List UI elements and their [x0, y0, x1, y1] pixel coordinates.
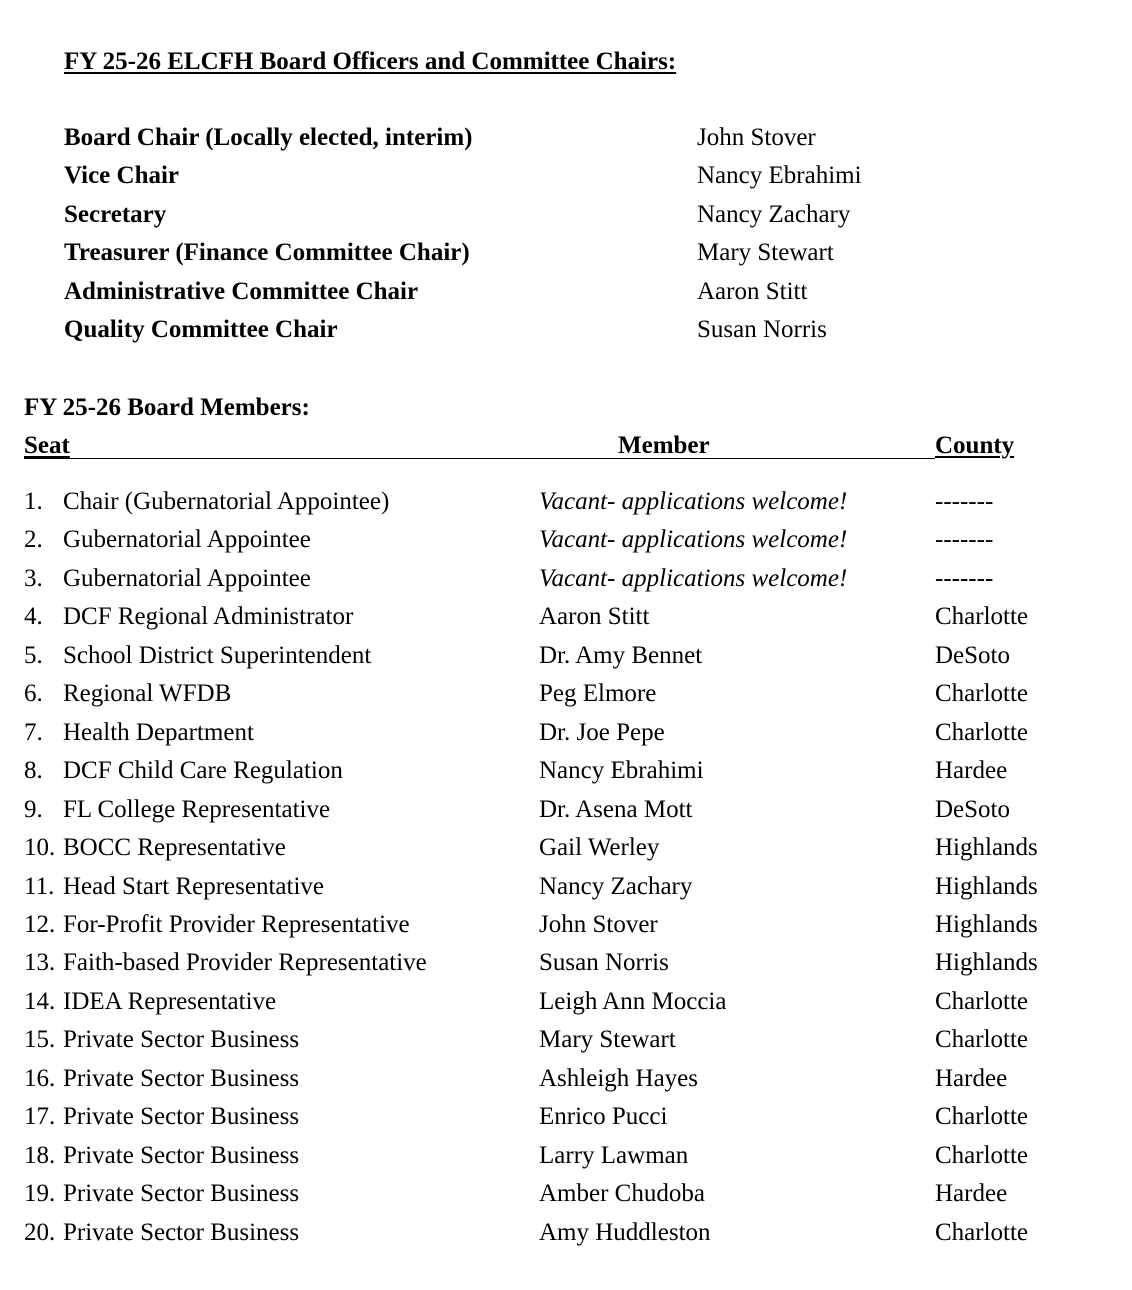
seat-name: Private Sector Business — [63, 1065, 300, 1092]
officers-title: FY 25-26 ELCFH Board Officers and Committee Chairs: — [64, 48, 677, 75]
member-county: DeSoto — [935, 796, 1010, 823]
member-county: Charlotte — [935, 1103, 1029, 1130]
seat-number: 1. — [24, 488, 43, 515]
seat-number: 6. — [24, 680, 43, 707]
member-county: ------- — [935, 565, 994, 592]
member-county: Charlotte — [935, 680, 1029, 707]
member-name: Vacant- applications welcome! — [539, 565, 848, 592]
seat-name: Gubernatorial Appointee — [63, 526, 311, 553]
member-county: Charlotte — [935, 1026, 1029, 1053]
member-name: Peg Elmore — [539, 680, 657, 707]
seat-name: Health Department — [63, 719, 254, 746]
officer-name: Nancy Ebrahimi — [697, 162, 862, 189]
member-name: Aaron Stitt — [539, 603, 650, 630]
seat-number: 9. — [24, 796, 43, 823]
seat-name: School District Superintendent — [63, 642, 372, 669]
officer-role: Treasurer (Finance Committee Chair) — [64, 239, 470, 266]
seat-number: 3. — [24, 565, 43, 592]
seat-number: 8. — [24, 757, 43, 784]
officer-role: Board Chair (Locally elected, interim) — [64, 124, 473, 151]
officer-role: Vice Chair — [64, 162, 180, 189]
member-county: Charlotte — [935, 988, 1029, 1015]
seat-name: Private Sector Business — [63, 1180, 300, 1207]
member-county: Charlotte — [935, 603, 1029, 630]
seat-name: Private Sector Business — [63, 1103, 300, 1130]
officer-name: Aaron Stitt — [697, 278, 808, 305]
officer-name: Mary Stewart — [697, 239, 834, 266]
seat-name: DCF Child Care Regulation — [63, 757, 343, 784]
seat-number: 7. — [24, 719, 43, 746]
member-county: Charlotte — [935, 1219, 1029, 1246]
officer-name: John Stover — [697, 124, 816, 151]
officer-role: Secretary — [64, 201, 167, 228]
member-name: Susan Norris — [539, 949, 669, 976]
seat-number: 4. — [24, 603, 43, 630]
member-name: Larry Lawman — [539, 1142, 689, 1169]
member-name: Amy Huddleston — [539, 1219, 711, 1246]
member-name: Ashleigh Hayes — [539, 1065, 698, 1092]
header-rule — [24, 458, 935, 459]
county-column-header: County — [935, 432, 1015, 459]
seat-number: 5. — [24, 642, 43, 669]
seat-number: 15. — [24, 1026, 56, 1053]
seat-name: FL College Representative — [63, 796, 331, 823]
member-county: Hardee — [935, 1180, 1008, 1207]
member-county: Hardee — [935, 757, 1008, 784]
seat-number: 16. — [24, 1065, 56, 1092]
member-county: Hardee — [935, 1065, 1008, 1092]
member-county: Charlotte — [935, 719, 1029, 746]
seat-name: Chair (Gubernatorial Appointee) — [63, 488, 390, 515]
member-name: Dr. Amy Bennet — [539, 642, 703, 669]
member-county: Charlotte — [935, 1142, 1029, 1169]
seat-number: 12. — [24, 911, 56, 938]
seat-number: 13. — [24, 949, 56, 976]
seat-number: 11. — [24, 873, 55, 900]
member-name: Nancy Zachary — [539, 873, 693, 900]
seat-name: For-Profit Provider Representative — [63, 911, 410, 938]
seat-number: 19. — [24, 1180, 56, 1207]
seat-name: Faith-based Provider Representative — [63, 949, 427, 976]
officer-name: Nancy Zachary — [697, 201, 851, 228]
seat-number: 20. — [24, 1219, 56, 1246]
seat-name: IDEA Representative — [63, 988, 277, 1015]
officer-name: Susan Norris — [697, 316, 827, 343]
member-county: Highlands — [935, 911, 1038, 938]
seat-name: Gubernatorial Appointee — [63, 565, 311, 592]
member-name: Gail Werley — [539, 834, 660, 861]
member-county: ------- — [935, 526, 994, 553]
seat-number: 18. — [24, 1142, 56, 1169]
member-name: Leigh Ann Moccia — [539, 988, 727, 1015]
seat-name: DCF Regional Administrator — [63, 603, 354, 630]
seat-number: 2. — [24, 526, 43, 553]
officer-role: Administrative Committee Chair — [64, 278, 419, 305]
member-name: Dr. Asena Mott — [539, 796, 693, 823]
member-county: Highlands — [935, 873, 1038, 900]
member-column-header: Member — [618, 432, 710, 459]
member-name: Mary Stewart — [539, 1026, 676, 1053]
seat-name: Regional WFDB — [63, 680, 232, 707]
member-name: Vacant- applications welcome! — [539, 526, 848, 553]
seat-number: 10. — [24, 834, 56, 861]
member-county: Highlands — [935, 834, 1038, 861]
seat-number: 17. — [24, 1103, 56, 1130]
seat-name: BOCC Representative — [63, 834, 286, 861]
seat-name: Private Sector Business — [63, 1026, 300, 1053]
member-name: John Stover — [539, 911, 658, 938]
member-name: Amber Chudoba — [539, 1180, 705, 1207]
member-name: Nancy Ebrahimi — [539, 757, 704, 784]
seat-number: 14. — [24, 988, 56, 1015]
member-county: Highlands — [935, 949, 1038, 976]
members-title: FY 25-26 Board Members: — [24, 394, 310, 421]
seat-column-header: Seat — [24, 432, 70, 459]
seat-name: Head Start Representative — [63, 873, 325, 900]
member-name: Enrico Pucci — [539, 1103, 668, 1130]
member-name: Vacant- applications welcome! — [539, 488, 848, 515]
officer-role: Quality Committee Chair — [64, 316, 338, 343]
member-name: Dr. Joe Pepe — [539, 719, 665, 746]
member-county: DeSoto — [935, 642, 1010, 669]
seat-name: Private Sector Business — [63, 1142, 300, 1169]
seat-name: Private Sector Business — [63, 1219, 300, 1246]
member-county: ------- — [935, 488, 994, 515]
